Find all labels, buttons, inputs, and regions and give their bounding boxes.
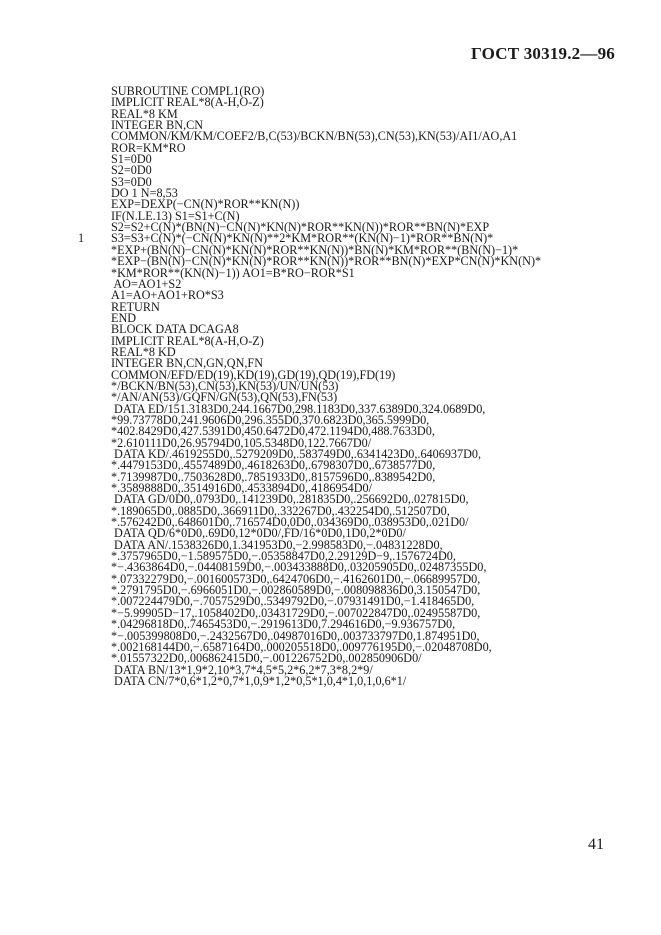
line-marker: 1: [78, 231, 85, 246]
code-line-text: *.3589888D0,.3514916D0,.4533894D0,.4186954D0/: [111, 481, 373, 496]
code-line-text: *402.8429D0,427.5391D0,450.6472D0,472.1194D0,488.7633D0,: [111, 424, 435, 439]
code-line-text: *−5.99905D−17,.1058402D0,.03431729D0,−.007022847D0,.02495587D0,: [111, 605, 481, 620]
code-line-text: DATA KD/.4619255D0,.5279209D0,.583749D0,.6341423D0,.6406937D0,: [111, 447, 482, 461]
code-line-text: *.7139987D0,.7503628D0,.7851933D0,.8157596D0,.8389542D0,: [111, 469, 436, 484]
code-line-text: *99.73778D0,241.9606D0,296.355D0,370.6823D0,365.5999D0,: [111, 412, 430, 427]
code-line-text: S2=0D0: [111, 163, 152, 178]
code-line-text: END: [111, 310, 137, 325]
code-line-text: *.189065D0,.0885D0,.366911D0,.332267D0,.432254D0,.512507D0,: [111, 503, 450, 518]
code-line-text: INTEGER BN,CN: [111, 118, 204, 133]
code-line: [111, 333, 631, 348]
code-line-text: *KM*ROR**(KN(N)−1)) AO1=B*RO−ROR*S1: [111, 265, 355, 280]
code-line-text: *.576242D0,.648601D0,.716574D0,0D0,.034369D0,.038953D0,.021D0/: [111, 515, 469, 530]
code-line: [111, 131, 631, 142]
code-line: [111, 265, 631, 280]
code-line-text: *.07332279D0,−.001600573D0,.6424706D0,−.4162601D0,−.06689957D0,: [111, 571, 481, 586]
code-line-text: AO=AO1+S2: [111, 276, 182, 291]
document-header: ГОСТ 30319.2—96: [471, 44, 615, 63]
code-line-text: COMMON/EFD/ED(19),KD(19),GD(19),QD(19),FD(19): [111, 367, 396, 382]
code-line: [111, 174, 631, 189]
code-line-text: DATA GD/0D0,.0793D0,.141239D0,.281835D0,.256692D0,.027815D0,: [111, 492, 469, 507]
code-line-text: INTEGER BN,CN,GN,QN,FN: [111, 356, 264, 371]
code-line-text: S1=0D0: [111, 152, 152, 167]
code-line-text: BLOCK DATA DCAGA8: [111, 322, 239, 337]
code-line-text: A1=AO+AO1+RO*S3: [111, 288, 224, 303]
code-line: [111, 97, 631, 108]
code-line-text: *EXP−(BN(N)−CN(N)*KN(N)*ROR**KN(N))*ROR**BN(N)*EXP*CN(N)*KN(N)*: [111, 254, 542, 269]
code-line-text: DATA BN/13*1,9*2,10*3,7*4,5*5,2*6,2*7,3*8,2*9/: [111, 662, 373, 677]
code-line: [111, 165, 631, 176]
code-line-text: S3=0D0: [111, 174, 152, 189]
code-line-text: IF(N.LE.13) S1=S1+C(N): [111, 208, 240, 223]
code-line-text: *.3757965D0,−1.589575D0,−.05358847D0,2.29129D−9,.1576724D0,: [111, 549, 456, 564]
code-line-text: DATA QD/6*0D0,.69D0,12*0D0/,FD/16*0D0,1D0,2*0D0/: [111, 526, 406, 541]
code-line-text: S3=S3+C(N)*(−CN(N)*KN(N)**2*KM*ROR**(KN(N)−1)*ROR**BN(N)*: [111, 231, 494, 246]
code-line-text: REAL*8 KD: [111, 344, 176, 359]
code-line-text: *−.4363864D0,−.04408159D0,−.003433888D0,.03205905D0,.02487355D0,: [111, 560, 487, 575]
code-line-text: */AN/AN(53)/GQFN/GN(53),QN(53),FN(53): [111, 390, 338, 405]
code-line-text: DATA ED/151.3183D0,244.1667D0,298.1183D0,337.6389D0,324.0689D0,: [111, 401, 486, 416]
code-line-text: RETURN: [111, 299, 160, 314]
code-line-text: REAL*8 KM: [111, 106, 178, 121]
code-line: [111, 154, 631, 165]
code-line-text: *.04296818D0,.7465453D0,−.2919613D0,7.294616D0,−9.936757D0,: [111, 617, 456, 632]
code-line-text: COMMON/KM/KM/COEF2/B,C(53)/BCKN/BN(53),CN(53),KN(53)/AI1/AO,A1: [111, 129, 518, 144]
code-line-text: *2.610111D0,26.95794D0,105.5348D0,122.7667D0/: [111, 435, 372, 450]
code-line-text: *EXP+(BN(N)−CN(N)*KN(N)*ROR**KN(N))*BN(N)*KM*ROR**(BN(N)−1)*: [111, 242, 519, 257]
code-line-text: IMPLICIT REAL*8(A-H,O-Z): [111, 333, 264, 348]
code-line-text: *.002168144D0,−.6587164D0,.000205518D0,.009776195D0,−.02048708D0,: [111, 639, 492, 654]
code-line-text: *−.005399808D0,−.2432567D0,.04987016D0,.003733797D0,1.874951D0,: [111, 628, 480, 643]
code-line-text: *.4479153D0,.4557489D0,.4618263D0,.6798307D0,.6738577D0,: [111, 458, 436, 473]
fortran-code-listing: [78, 84, 631, 688]
code-line-text: DATA AN/.1538326D0,1.341953D0,−2.998583D0,−.04831228D0,: [111, 537, 443, 552]
code-line: [111, 673, 631, 688]
code-line-text: *.01557322D0,.006862415D0,−.001226752D0,.002850906D0/: [111, 651, 422, 666]
code-line-text: DO 1 N=8,53: [111, 186, 178, 201]
code-line-text: *.2791795D0,−.6966051D0,−.002860589D0,−.008098836D0,3.150547D0,: [111, 583, 481, 598]
code-line: [111, 299, 631, 314]
code-line-text: ROR=KM*RO: [111, 140, 186, 155]
code-line-text: DATA CN/7*0,6*1,2*0,7*1,0,9*1,2*0,5*1,0,4*1,0,1,0,6*1/: [111, 673, 407, 688]
code-line-text: S2=S2+C(N)*(BN(N)−CN(N)*KN(N)*ROR**KN(N))*ROR**BN(N)*EXP: [111, 220, 490, 235]
code-line-text: *.007224479D0,−.7057529D0,.5349792D0,−.07931491D0,−1.418465D0,: [111, 594, 475, 609]
code-line: [111, 140, 631, 155]
code-line-text: EXP=DEXP(−CN(N)*ROR**KN(N)): [111, 197, 300, 212]
code-line-text: IMPLICIT REAL*8(A-H,O-Z): [111, 95, 264, 110]
code-line: [111, 290, 631, 301]
page-number: 41: [588, 836, 604, 853]
code-line-text: */BCKN/BN(53),CN(53),KN(53)/UN/UN(53): [111, 378, 339, 393]
code-line-text: SUBROUTINE COMPL1(RO): [111, 84, 265, 98]
